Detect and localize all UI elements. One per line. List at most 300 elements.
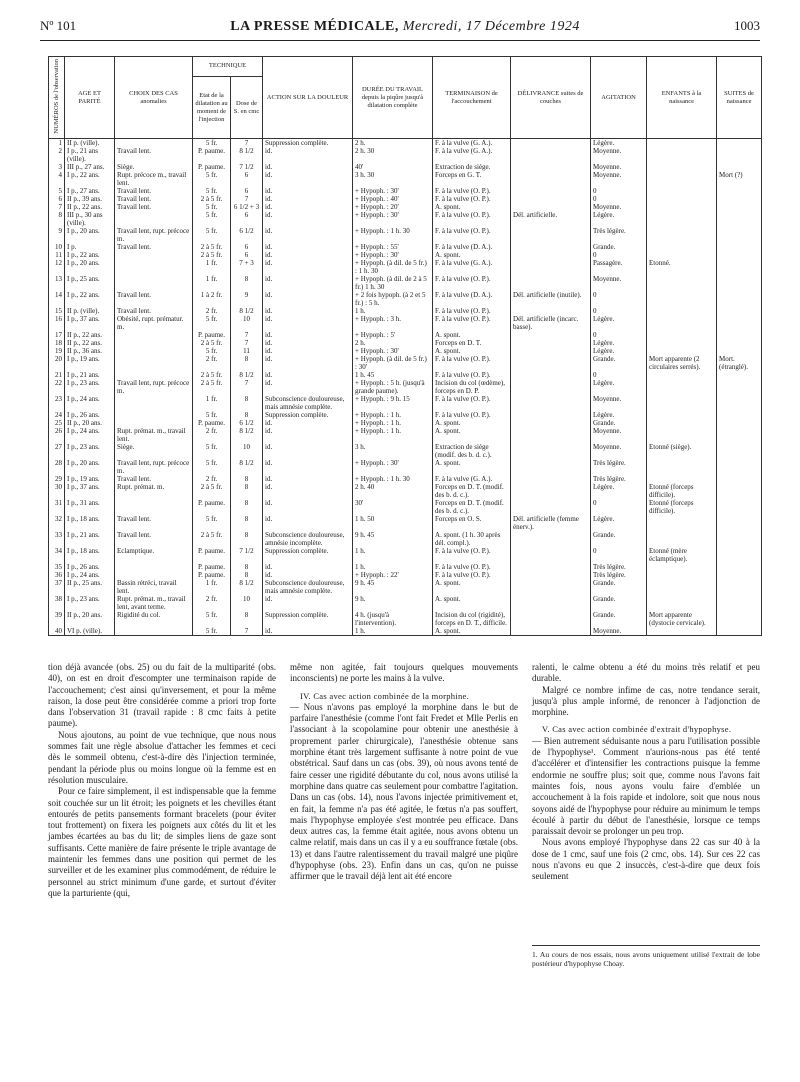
cell-deliv [511,259,591,275]
cell-age: II p., 39 ans. [65,195,115,203]
cell-choix: Travail lent. [115,531,193,547]
cell-term: A. spont. [433,627,511,636]
cell-n: 24 [49,411,65,419]
cell-action: Suppression complète. [263,411,353,419]
cell-enf [647,227,717,243]
cell-choix: Rigidité du col. [115,611,193,627]
cell-age: III p., 27 ans. [65,163,115,171]
cell-choix: Travail lent. [115,203,193,211]
cell-age: I p., 23 ans. [65,379,115,395]
table-row [49,547,762,563]
cell-n: 14 [49,291,65,307]
cell-age: I p., 20 ans. [65,459,115,475]
cell-suites [717,379,762,395]
cell-age: I p., 24 ans. [65,427,115,443]
cell-choix: Travail lent, rupt. précoce m. [115,227,193,243]
table-row [49,291,762,307]
cell-dose: 8 [231,499,263,515]
cell-choix [115,347,193,355]
cell-enf [647,275,717,291]
cell-term: A. spont. [433,595,511,611]
cell-age: I p., 37 ans. [65,483,115,499]
cell-term: Incision du col (œdème), forceps en D. P. [433,379,511,395]
cell-duree: 9 h. 45 [353,579,433,595]
cell-action: id. [263,499,353,515]
table-row [49,147,762,163]
cell-deliv [511,147,591,163]
cell-suites [717,563,762,571]
cell-choix [115,331,193,339]
cell-etat: P. paume. [193,563,231,571]
cell-n: 2 [49,147,65,163]
table-row [49,571,762,579]
table-row [49,339,762,347]
cell-dose: 8 [231,571,263,579]
table-row [49,307,762,315]
cell-etat: 5 fr. [193,347,231,355]
cell-suites [717,227,762,243]
cell-term: Extraction de siège (modif. des b. d. c.). [433,443,511,459]
cell-enf [647,427,717,443]
cell-enf [647,339,717,347]
cell-action: id. [263,475,353,483]
cell-choix: Travail lent, rupt. précoce m. [115,379,193,395]
cell-deliv [511,163,591,171]
journal-name: LA PRESSE MÉDICALE, [230,19,399,34]
cell-enf [647,171,717,187]
cell-suites [717,547,762,563]
cell-age: II p., 36 ans. [65,347,115,355]
cell-dose: 11 [231,347,263,355]
cell-duree: + Hypoph. : 30' [353,187,433,195]
cell-dose: 6 1/2 [231,419,263,427]
cell-suites [717,427,762,443]
cell-suites [717,627,762,636]
cell-suites [717,395,762,411]
cell-etat: 5 fr. [193,515,231,531]
cell-etat: P. paume. [193,419,231,427]
cell-deliv [511,227,591,243]
cell-term: A. spont. [433,347,511,355]
cell-duree: + Hypoph. : 55' [353,243,433,251]
table-row [49,395,762,411]
cell-suites [717,195,762,203]
cell-suites: Mort. (étranglé). [717,355,762,371]
table-row [49,427,762,443]
cell-n: 40 [49,627,65,636]
cell-etat: 2 à 5 fr. [193,531,231,547]
cell-suites [717,371,762,379]
cell-term: A. spont. [433,427,511,443]
cell-n: 5 [49,187,65,195]
cell-deliv [511,307,591,315]
paragraph: ralenti, le calme obtenu a été du moins très relatif et peu durable. [532,662,760,684]
cell-n: 4 [49,171,65,187]
table-row [49,563,762,571]
header-etat: Etat de la dilatation au moment de l'injection [193,76,231,139]
cell-term: F. à la vulve (G. A.). [433,139,511,148]
cell-etat: 1 fr. [193,275,231,291]
cell-dose: 8 [231,395,263,411]
cell-etat: 5 fr. [193,211,231,227]
cell-term: Forceps en G. T. [433,171,511,187]
cell-deliv [511,483,591,499]
cell-dose: 8 [231,411,263,419]
cell-dose: 6 [231,211,263,227]
cell-etat: P. paume. [193,163,231,171]
cell-action: Subconscience douloureuse, mais amnésie complète. [263,579,353,595]
cell-suites [717,411,762,419]
cell-term: F. à la vulve (O. P.). [433,187,511,195]
cell-enf [647,627,717,636]
observations-table [48,56,762,636]
cell-duree: + Hypoph. : 40' [353,195,433,203]
cell-action: id. [263,171,353,187]
header-delivrance: DÉLIVRANCE suites de couches [511,57,591,139]
cell-action: id. [263,483,353,499]
cell-suites [717,291,762,307]
cell-term: F. à la vulve (O. P.). [433,307,511,315]
cell-term: F. à la vulve (O. P.). [433,275,511,291]
cell-dose: 8 [231,531,263,547]
cell-etat: 5 fr. [193,187,231,195]
cell-deliv [511,243,591,251]
cell-dose: 6 1/2 [231,227,263,243]
cell-choix: Siège. [115,163,193,171]
cell-age: I p., 22 ans. [65,291,115,307]
paragraph: Malgré ce nombre infime de cas, notre tendance serait, jusqu'à plus ample informé, de renoncer à l'adjonction de morphine. [532,684,760,718]
cell-action: id. [263,379,353,395]
cell-choix [115,395,193,411]
cell-n: 22 [49,379,65,395]
cell-agit: Très légère. [591,563,647,571]
cell-n: 26 [49,427,65,443]
cell-choix: Travail lent. [115,475,193,483]
table-row [49,371,762,379]
cell-suites [717,595,762,611]
cell-dose: 8 [231,475,263,483]
cell-deliv [511,611,591,627]
cell-duree: 4 h. (jusqu'à l'intervention). [353,611,433,627]
cell-enf [647,419,717,427]
cell-duree: 9 h. 45 [353,531,433,547]
cell-dose: 8 [231,515,263,531]
cell-suites [717,459,762,475]
cell-term: A. spont. [433,203,511,211]
cell-n: 9 [49,227,65,243]
cell-n: 37 [49,579,65,595]
cell-dose: 7 [231,379,263,395]
cell-n: 17 [49,331,65,339]
cell-deliv [511,475,591,483]
table-row [49,259,762,275]
cell-action: id. [263,355,353,371]
cell-n: 8 [49,211,65,227]
cell-agit: 0 [591,371,647,379]
cell-dose: 6 [231,171,263,187]
cell-agit: Moyenne. [591,147,647,163]
header-technique: TECHNIQUE [193,57,263,77]
cell-enf [647,571,717,579]
cell-choix: Travail lent. [115,195,193,203]
cell-enf [647,243,717,251]
cell-choix: Travail lent. [115,307,193,315]
cell-etat: 2 à 5 fr. [193,195,231,203]
cell-agit: Légère. [591,347,647,355]
cell-enf [647,475,717,483]
cell-agit: 0 [591,499,647,515]
cell-n: 7 [49,203,65,211]
cell-choix: Bassin rétréci, travail lent. [115,579,193,595]
cell-enf: Etonné. [647,259,717,275]
cell-action: id. [263,443,353,459]
cell-deliv [511,203,591,211]
cell-agit: Grande. [591,355,647,371]
cell-action: id. [263,291,353,307]
cell-agit: Légère. [591,411,647,419]
cell-duree: + Hypoph. : 3 h. [353,315,433,331]
cell-action: Subconscience douloureuse, mais amnésie complète. [263,395,353,411]
cell-enf [647,515,717,531]
cell-action: id. [263,515,353,531]
cell-n: 29 [49,475,65,483]
cell-agit: Légère. [591,379,647,395]
cell-enf [647,531,717,547]
header-age: AGE ET PARITÉ [65,57,115,139]
cell-age: I p., 26 ans. [65,563,115,571]
cell-etat: 5 fr. [193,227,231,243]
cell-dose: 8 1/2 [231,427,263,443]
cell-agit: 0 [591,331,647,339]
cell-term: Incision du col (rigidité), forceps en D. T., difficile. [433,611,511,627]
cell-duree: + Hypoph. : 30' [353,251,433,259]
cell-etat: 5 fr. [193,459,231,475]
cell-etat: 1 à 2 fr. [193,291,231,307]
cell-action: id. [263,259,353,275]
cell-deliv [511,531,591,547]
cell-dose: 10 [231,443,263,459]
cell-enf [647,411,717,419]
cell-agit: Grande. [591,243,647,251]
cell-age: I p., 18 ans. [65,547,115,563]
cell-duree: 1 h. [353,307,433,315]
cell-n: 39 [49,611,65,627]
cell-enf [647,315,717,331]
cell-agit: Très légère. [591,227,647,243]
cell-age: II p., 20 ans. [65,611,115,627]
cell-duree: + Hypoph. : 5 h. (jusqu'à grande paume). [353,379,433,395]
cell-age: I p., 27 ans. [65,187,115,195]
cell-age: II p., 25 ans. [65,579,115,595]
cell-deliv [511,371,591,379]
cell-term: F. à la vulve (D. A.). [433,291,511,307]
cell-agit: Légère. [591,211,647,227]
cell-deliv [511,443,591,459]
cell-duree: 2 h. [353,139,433,148]
cell-n: 10 [49,243,65,251]
cell-action: id. [263,427,353,443]
cell-choix [115,411,193,419]
cell-etat: 2 fr. [193,307,231,315]
cell-deliv: Dél. artificielle (inutile). [511,291,591,307]
cell-enf [647,563,717,571]
table-row [49,347,762,355]
table-row [49,139,762,148]
cell-etat: P. paume. [193,331,231,339]
cell-choix: Travail lent, rupt. précoce m. [115,459,193,475]
cell-suites [717,331,762,339]
cell-deliv [511,379,591,395]
table-row [49,275,762,291]
cell-deliv [511,563,591,571]
header-dose: Dose de S. en cmc [231,76,263,139]
cell-action: Suppression complète. [263,139,353,148]
cell-deliv [511,411,591,419]
cell-action: id. [263,163,353,171]
cell-term: F. à la vulve (O. P.). [433,563,511,571]
header-agitation: AGITATION [591,57,647,139]
cell-term: F. à la vulve (O. P.). [433,195,511,203]
cell-dose: 7 1/2 [231,163,263,171]
column-3 [532,662,760,968]
cell-etat: 1 fr. [193,395,231,411]
cell-age: III p., 30 ans (ville). [65,211,115,227]
table-row [49,419,762,427]
cell-agit: 0 [591,187,647,195]
cell-n: 38 [49,595,65,611]
cell-agit: Grande. [591,611,647,627]
cell-term: F. à la vulve (G. A.). [433,475,511,483]
cell-term: Forceps en D. T. (modif. des b. d. c.). [433,483,511,499]
cell-action: Subconscience douloureuse, amnésie incomplète. [263,531,353,547]
cell-n: 19 [49,347,65,355]
cell-etat: 5 fr. [193,411,231,419]
cell-age: I p., 21 ans. [65,531,115,547]
cell-agit: Moyenne. [591,163,647,171]
cell-age: I p., 19 ans. [65,475,115,483]
cell-term: F. à la vulve (G. A.). [433,259,511,275]
cell-suites: Mort (?) [717,171,762,187]
cell-dose: 6 1/2 + 3 [231,203,263,211]
cell-suites [717,243,762,251]
cell-enf [647,147,717,163]
cell-enf [647,459,717,475]
cell-duree: 2 h. [353,339,433,347]
cell-duree: + Hypoph. : 1 h. [353,427,433,443]
cell-etat: 2 à 5 fr. [193,483,231,499]
cell-deliv: Dél. artificielle (femme énerv.). [511,515,591,531]
cell-deliv [511,339,591,347]
cell-n: 25 [49,419,65,427]
cell-enf [647,203,717,211]
cell-action: id. [263,571,353,579]
cell-duree: 9 h. [353,595,433,611]
cell-agit: Moyenne. [591,171,647,187]
cell-choix: Rupt. précoce m., travail lent. [115,171,193,187]
cell-etat: 2 fr. [193,595,231,611]
cell-suites [717,307,762,315]
cell-deliv [511,139,591,148]
cell-duree: 1 h. [353,627,433,636]
cell-dose: 7 + 3 [231,259,263,275]
cell-etat: 2 à 5 fr. [193,339,231,347]
cell-n: 30 [49,483,65,499]
cell-suites [717,579,762,595]
cell-deliv: Dél. artificielle. [511,211,591,227]
cell-enf: Etonné (siège). [647,443,717,459]
cell-etat: 5 fr. [193,171,231,187]
cell-suites [717,515,762,531]
issue-number: Nº 101 [40,18,77,33]
cell-deliv [511,571,591,579]
cell-suites [717,275,762,291]
cell-duree: + Hypoph. : 30' [353,211,433,227]
cell-n: 15 [49,307,65,315]
cell-n: 31 [49,499,65,515]
cell-choix: Eclamptique. [115,547,193,563]
cell-term: F. à la vulve (O. P.). [433,547,511,563]
cell-choix [115,371,193,379]
cell-action: id. [263,339,353,347]
table-row [49,483,762,499]
cell-enf: Etonné (mère éclamptique). [647,547,717,563]
cell-action: Suppression complète. [263,611,353,627]
header-choix: CHOIX DES CAS anomalies [115,57,193,139]
cell-age: I p., 20 ans. [65,259,115,275]
cell-deliv [511,347,591,355]
cell-etat: P. paume. [193,547,231,563]
cell-action: id. [263,251,353,259]
cell-duree: + Hypoph. : 20' [353,203,433,211]
cell-action: id. [263,563,353,571]
cell-enf [647,139,717,148]
table-row [49,211,762,227]
cell-agit: Grande. [591,419,647,427]
table-row [49,475,762,483]
cell-duree: 1 h. 50 [353,515,433,531]
cell-dose: 6 [231,243,263,251]
cell-agit: Légère. [591,515,647,531]
cell-agit: Moyenne. [591,627,647,636]
cell-agit: 0 [591,291,647,307]
cell-duree: + Hypoph. (à dil. de 5 fr.) : 30' [353,355,433,371]
cell-age: II p. (ville). [65,307,115,315]
cell-agit: Légère. [591,339,647,347]
cell-duree: + Hypoph. : 9 h. 15 [353,395,433,411]
cell-agit: Légère. [591,139,647,148]
cell-etat: 1 fr. [193,579,231,595]
cell-choix: Travail lent. [115,243,193,251]
cell-action: id. [263,371,353,379]
paragraph: — Nous n'avons pas employé la morphine dans le but de parfaire l'anesthésie (comme l'ont fait Fredet et Mlle Perlis en l'associant à la scopolamine pour obtenir une anesthésie à proprement parler chirurgicale), l'anesthésie obtenue sans morphine étant très largement suffisante à notre point de vue obstétrical. Sauf dans un cas (obs. 39), où nous avons tenté de faire cesser une rigidité débutante du col, nous avons utilisé la morphine dans quatre cas seulement pour combattre l'agitation. Dans un cas (obs. 14), nous l'avons injectée primitivement et, en fait, la femme n'a pas été agitée, le fœtus n'a pas souffert, mais l'hypophyse employée s'est montrée peu efficace. Dans deux autres cas, la femme était agitée, nous avons obtenu un calme relatif, mais dans un cas il y a eu souffrance fœtale (obs. 13) et dans l'autre ralentissement du travail malgré une piqûre d'hypophyse (obs. 23). Enfin dans un cas, qu'on ne puisse affirmer que le travail déjà lent ait été encore [290,701,518,882]
cell-deliv [511,251,591,259]
cell-enf: Mort apparente (dystocie cervicale). [647,611,717,627]
cell-term: F. à la vulve (G. A.). [433,147,511,163]
table-row [49,171,762,187]
cell-enf [647,595,717,611]
cell-choix: Travail lent. [115,187,193,195]
section-heading: V. Cas avec action combinée d'extrait d'hypophyse. [542,724,732,735]
cell-enf: Etonné (forceps difficile). [647,499,717,515]
cell-dose: 7 [231,139,263,148]
cell-enf [647,307,717,315]
cell-dose: 8 [231,483,263,499]
cell-duree: 2 h. 30 [353,147,433,163]
cell-duree: 40' [353,163,433,171]
cell-enf: Etonné (forceps difficile). [647,483,717,499]
cell-choix: Rupt. prémat. m., travail lent, avant terme. [115,595,193,611]
cell-choix: Rupt. prémat. m., travail lent. [115,427,193,443]
